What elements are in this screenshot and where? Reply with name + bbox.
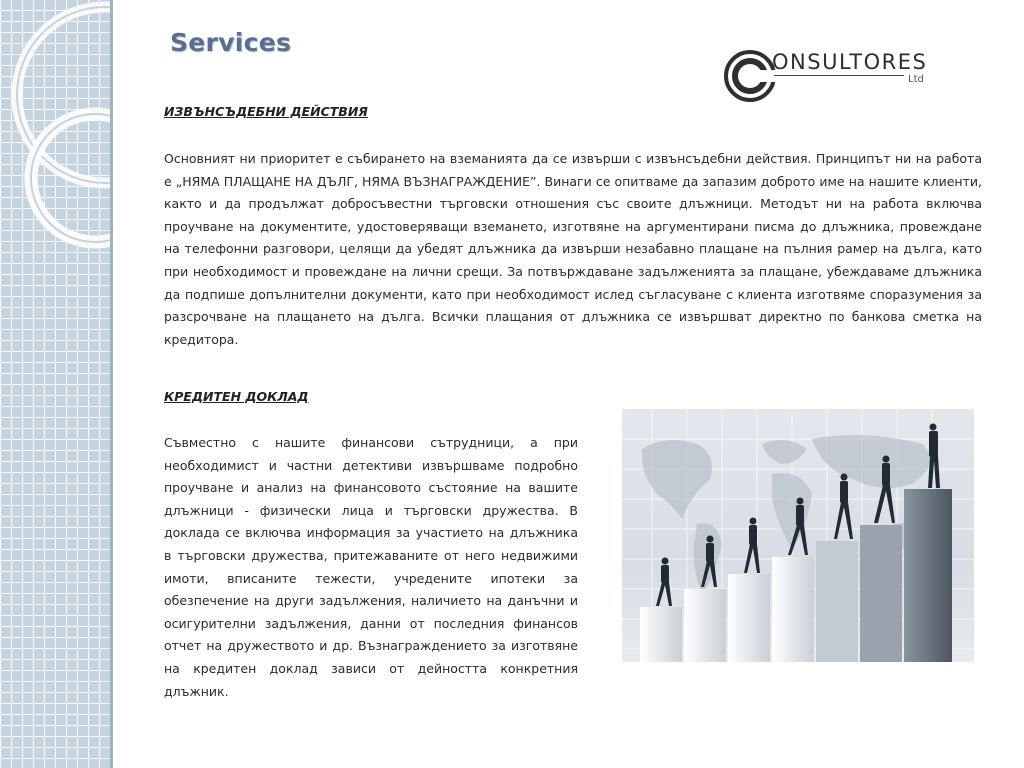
logo-underline [774, 75, 904, 76]
logo-suffix: Ltd [908, 74, 924, 85]
section-heading-extrajudicial: ИЗВЪНСЪДЕБНИ ДЕЙСТВИЯ [164, 104, 368, 119]
company-logo [722, 48, 942, 108]
section-text-credit-report: Съвместно с нашите финансови сътрудници, а при необходимист и частни детективи извършваме подробно проучване и анализ на финансовото състояние на вашите длъжници - физически лица и търговски дружества. В доклада се включва информация за участието на длъжника в търговски дружества, притежаваните от него недвижими имоти, вписаните тежести, учредените ипотеки за обезпечение на други задължения, наличието на данъчни и осигурителни задължения, данни от последния финансов отчет на дружеството и др. Възнаграждението за изготвяне на кредитен доклад зависи от дейността конкретния длъжник. [164, 435, 578, 699]
logo-name: ONSULTORES [772, 50, 928, 74]
businessmen-climbing-steps-image [622, 409, 974, 662]
section-text-extrajudicial: Основният ни приоритет е събирането на вземанията да се извърши с извънсъдебни действия. Принципът ни на работа е „НЯМА ПЛАЩАНЕ НА ДЪЛГ, НЯМА ВЪЗНАГРАЖДЕНИЕ”. Винаги се опитваме да запазим доброто име на нашите клиенти, както и да продължат добросъвестни търговски отношения със своите длъжници. Методът ни на работа включва проучване на документите, удостоверяващи вземането, изготвяне на аргументирани писма до длъжника, провеждане на телефонни разговори, целящи да убедят длъжника да извърши незабавно плащане на пълния рамер на дълга, като при необходимост и провеждане на лични срещи. За потвърждаване задълженията за плащане, убеждаваме длъжника да подпише допълнителни документи, като при необходимост ислед съгласуване с клиента изготвяме споразумения за разсрочване на плащането на дълга. Всички плащания от длъжника се извършват директно по банкова сметка на кредитора. [164, 151, 982, 347]
decorative-sidebar [0, 0, 113, 768]
section-heading-credit-report: КРЕДИТЕН ДОКЛАД [164, 389, 309, 404]
page-title: Services [170, 28, 292, 57]
sidebar-edge [110, 0, 113, 768]
logo-c-mark [722, 48, 778, 108]
decorative-rings [0, 0, 113, 768]
